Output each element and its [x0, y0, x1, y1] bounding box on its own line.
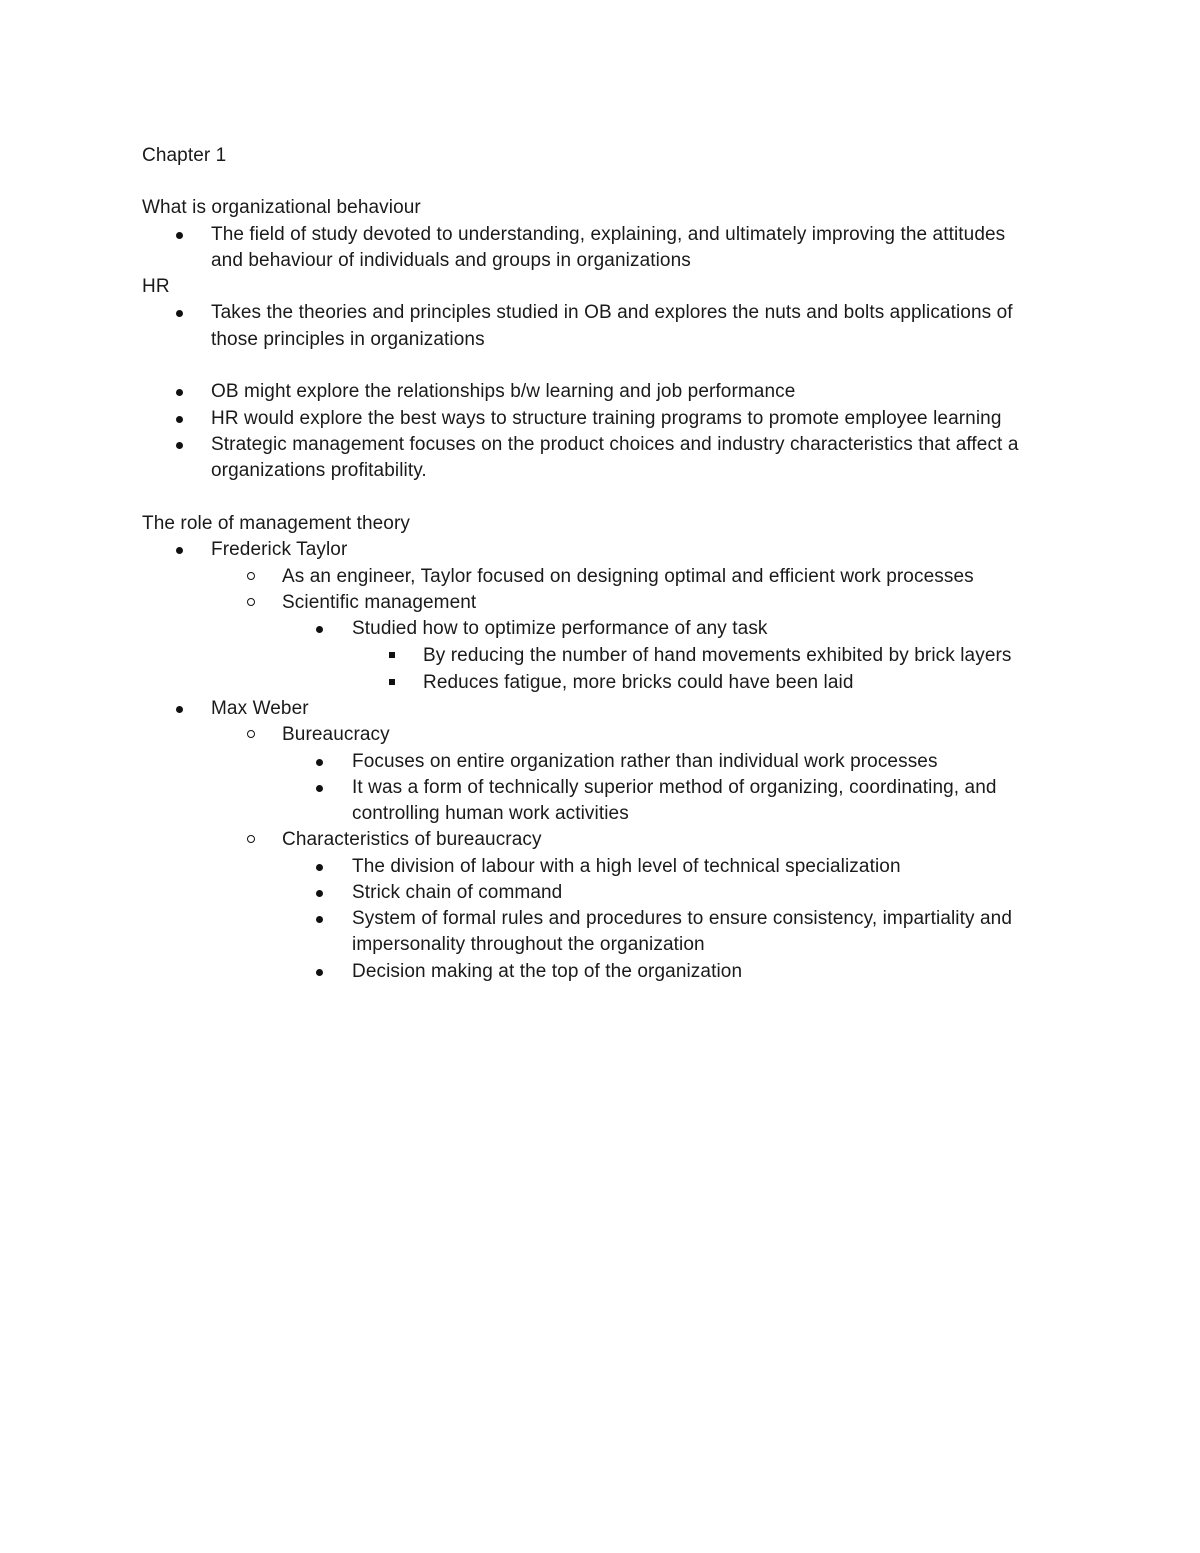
section-title-management-theory: The role of management theory: [142, 513, 410, 534]
list-item-line: Characteristics of bureaucracy: [282, 829, 542, 850]
list-item-line: OB might explore the relationships b/w learning and job performance: [211, 381, 796, 402]
chapter-heading: Chapter 1: [142, 145, 227, 166]
list-item-line: Strategic management focuses on the product choices and industry characteristics that affect a: [211, 434, 1019, 455]
bullet-disc-icon: [316, 969, 323, 976]
list-item-line: HR would explore the best ways to structure training programs to promote employee learning: [211, 408, 1002, 429]
list-item-line: Strick chain of command: [352, 882, 563, 903]
bullet-disc-icon: [176, 442, 183, 449]
bullet-disc-icon: [176, 389, 183, 396]
list-item-line: controlling human work activities: [352, 803, 629, 824]
list-item-line: Focuses on entire organization rather than individual work processes: [352, 751, 938, 772]
list-item-line: Studied how to optimize performance of any task: [352, 618, 768, 639]
section-title-hr: HR: [142, 276, 170, 297]
bullet-square-icon: [389, 652, 395, 658]
list-item-line: impersonality throughout the organization: [352, 934, 705, 955]
list-item-line: Decision making at the top of the organization: [352, 961, 743, 982]
bullet-circle-icon: [247, 598, 255, 606]
bullet-circle-icon: [247, 730, 255, 738]
list-item-line: Takes the theories and principles studied in OB and explores the nuts and bolts applications of: [211, 302, 1013, 323]
bullet-disc-icon: [176, 706, 183, 713]
list-item-line: It was a form of technically superior method of organizing, coordinating, and: [352, 777, 997, 798]
bullet-disc-icon: [316, 785, 323, 792]
bullet-disc-icon: [316, 626, 323, 633]
bullet-disc-icon: [316, 916, 323, 923]
section-title-ob: What is organizational behaviour: [142, 197, 421, 218]
list-item-line: As an engineer, Taylor focused on designing optimal and efficient work processes: [282, 566, 974, 587]
list-item-line: Scientific management: [282, 592, 477, 613]
list-item-line: Max Weber: [211, 698, 309, 719]
bullet-disc-icon: [316, 759, 323, 766]
bullet-circle-icon: [247, 572, 255, 580]
bullet-circle-icon: [247, 835, 255, 843]
list-item-line: By reducing the number of hand movements exhibited by brick layers: [423, 645, 1012, 666]
bullet-disc-icon: [176, 547, 183, 554]
list-item-line: organizations profitability.: [211, 460, 427, 481]
list-item-line: Reduces fatigue, more bricks could have been laid: [423, 672, 854, 693]
list-item-line: System of formal rules and procedures to ensure consistency, impartiality and: [352, 908, 1012, 929]
bullet-disc-icon: [176, 310, 183, 317]
list-item-line: The field of study devoted to understanding, explaining, and ultimately improving the attitudes: [211, 224, 1006, 245]
list-item-line: and behaviour of individuals and groups in organizations: [211, 250, 691, 271]
list-item-line: Bureaucracy: [282, 724, 390, 745]
bullet-disc-icon: [316, 890, 323, 897]
bullet-disc-icon: [176, 232, 183, 239]
list-item-line: Frederick Taylor: [211, 539, 348, 560]
bullet-disc-icon: [316, 864, 323, 871]
list-item-line: those principles in organizations: [211, 329, 485, 350]
bullet-square-icon: [389, 679, 395, 685]
list-item-line: The division of labour with a high level of technical specialization: [352, 856, 901, 877]
bullet-disc-icon: [176, 416, 183, 423]
